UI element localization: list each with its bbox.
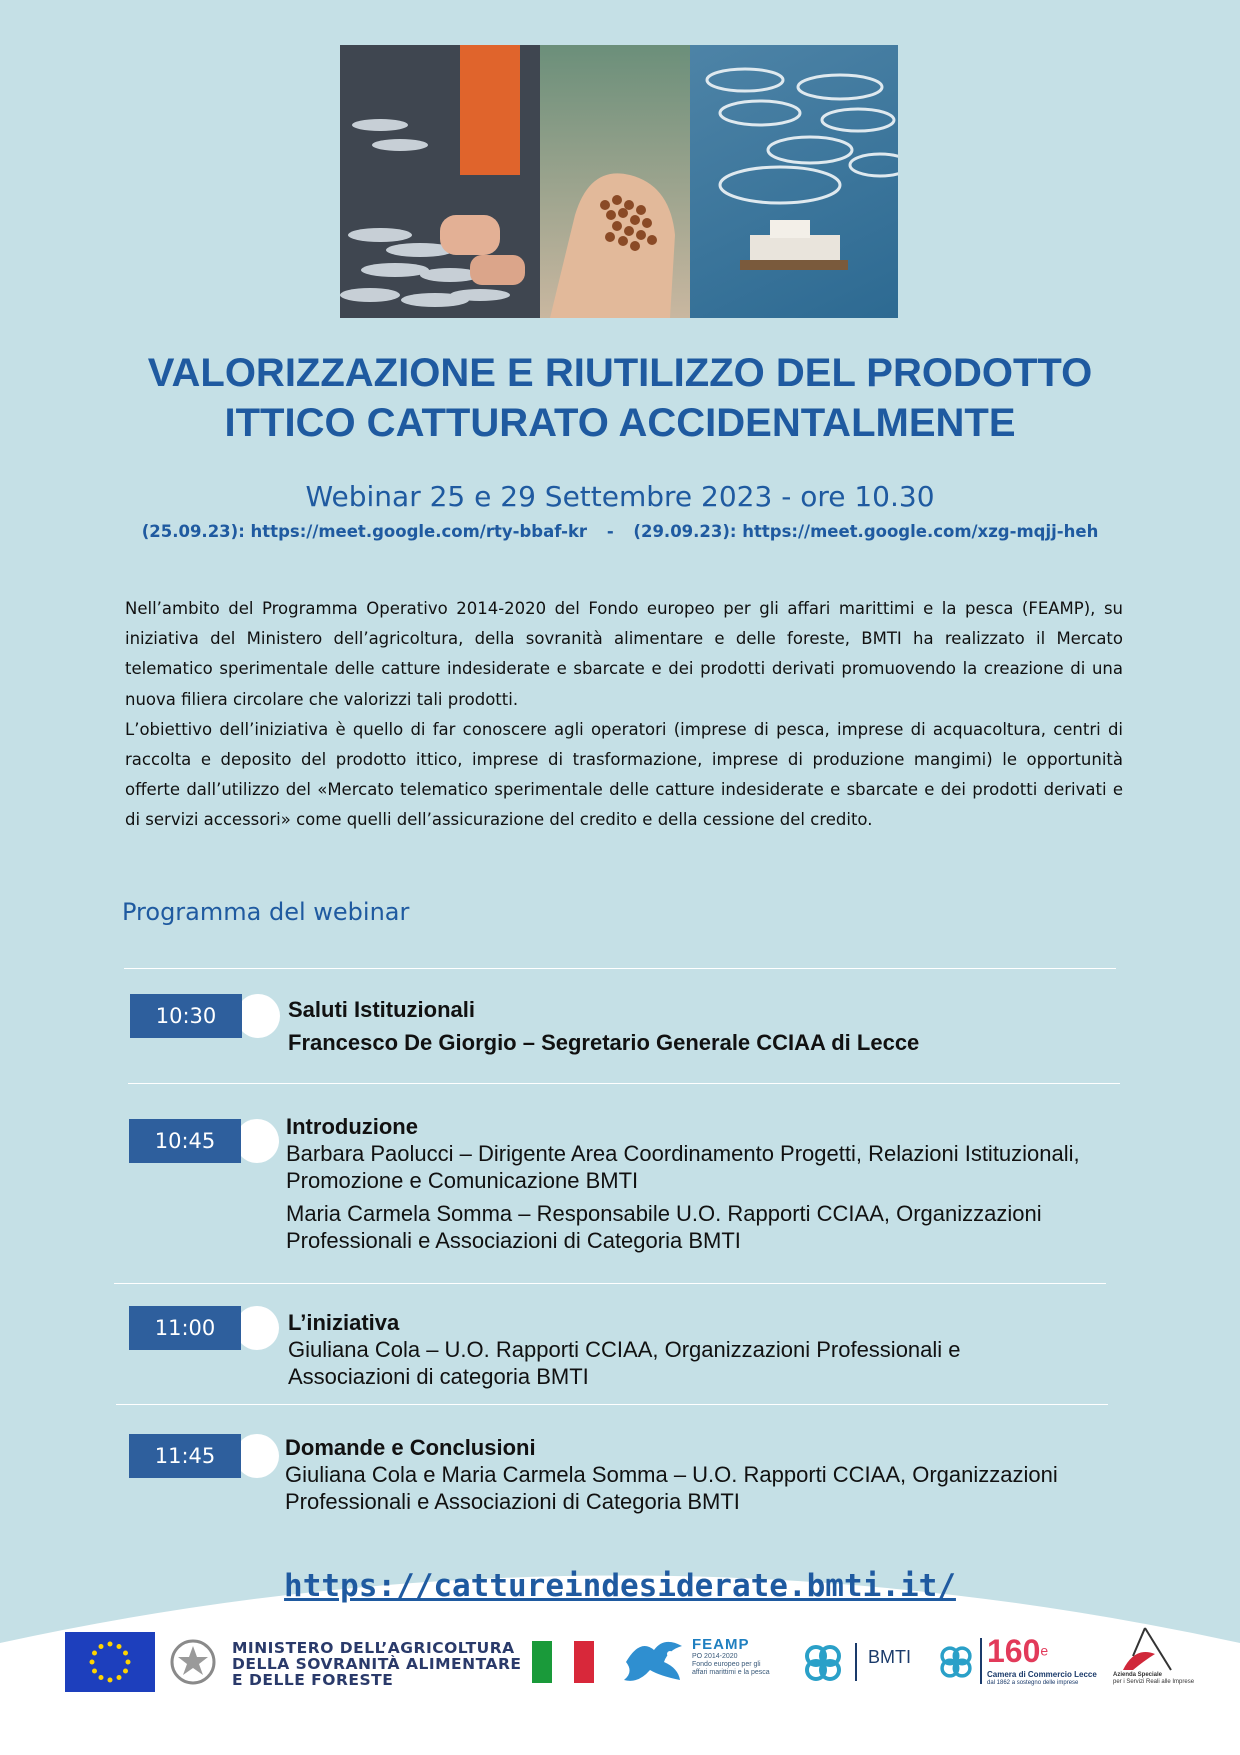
agenda-speaker: Promozione e Comunicazione BMTI — [286, 1168, 639, 1193]
agenda-title: Saluti Istituzionali — [288, 997, 476, 1022]
agenda-speaker: Professionali e Associazioni di Categoria BMTI — [285, 1489, 740, 1514]
ministry-logo-text — [232, 1640, 521, 1688]
agenda-title: L’iniziativa — [288, 1310, 400, 1335]
cc-name: Camera di Commercio Lecce — [987, 1670, 1097, 1679]
italian-emblem-icon — [170, 1636, 216, 1688]
divider — [114, 1283, 1106, 1284]
time-label: 11:45 — [129, 1434, 241, 1478]
time-label: 10:30 — [130, 994, 242, 1038]
agenda-title: Domande e Conclusioni — [285, 1435, 536, 1460]
agenda-item-3 — [288, 1309, 961, 1390]
time-badge — [129, 1306, 279, 1350]
cc-sup: e — [1040, 1642, 1049, 1659]
bmti-divider — [855, 1643, 857, 1681]
chamber-divider — [980, 1638, 982, 1684]
agenda-speaker: Maria Carmela Somma – Responsabile U.O. Rapporti CCIAA, Organizzazioni — [286, 1201, 1042, 1226]
chamber-knot-icon — [936, 1642, 976, 1682]
feamp-logo-text — [692, 1636, 770, 1677]
feamp-sub-3: affari marittimi e la pesca — [692, 1669, 770, 1676]
program-heading: Programma del webinar — [122, 898, 410, 926]
as-line-2: per i Servizi Reali alle Imprese — [1113, 1679, 1195, 1685]
agenda-title: Introduzione — [286, 1114, 418, 1139]
website-link[interactable]: https://cattureindesiderate.bmti.it/ — [284, 1568, 956, 1604]
feamp-logo-icon — [620, 1632, 688, 1688]
webinar-date-line: Webinar 25 e 29 Settembre 2023 - ore 10.30 — [305, 480, 935, 513]
time-label: 10:45 — [129, 1119, 241, 1163]
feamp-name: FEAMP — [692, 1636, 750, 1653]
intro-text — [125, 594, 1123, 836]
cc-number: 160 — [987, 1633, 1041, 1669]
time-label: 11:00 — [129, 1306, 241, 1350]
hero-photo-collage — [340, 45, 898, 318]
ministry-line-2: DELLA SOVRANITÀ ALIMENTARE — [232, 1655, 522, 1673]
as-line-1: Azienda Speciale — [1113, 1672, 1163, 1678]
agenda-speaker: Francesco De Giorgio – Segretario Generale CCIAA di Lecce — [288, 1030, 920, 1055]
time-badge — [130, 994, 280, 1038]
agenda-item-1 — [288, 996, 919, 1056]
time-badge-knob — [235, 1306, 279, 1350]
feamp-sub-2: Fondo europeo per gli — [692, 1661, 761, 1668]
meet-link-2[interactable]: https://meet.google.com/xzg-mqjj-heh — [742, 522, 1099, 541]
divider — [124, 968, 1116, 969]
meeting-links — [60, 522, 1180, 541]
time-badge — [129, 1119, 279, 1163]
chamber-of-commerce-logo — [987, 1633, 1097, 1688]
italian-flag-icon — [532, 1641, 594, 1683]
feamp-sub-1: PO 2014-2020 — [692, 1653, 738, 1660]
time-badge-knob — [236, 994, 280, 1038]
page-title — [60, 348, 1180, 448]
agenda-speaker: Professionali e Associazioni di Categoria BMTI — [286, 1228, 741, 1253]
title-line-2: ITTICO CATTURATO ACCIDENTALMENTE — [224, 401, 1016, 445]
agenda-speaker: Giuliana Cola – U.O. Rapporti CCIAA, Organizzazioni Professionali e — [288, 1337, 961, 1362]
website-link-container — [0, 1568, 1240, 1604]
link-separator: - — [606, 522, 614, 541]
link1-date: (25.09.23): — [141, 522, 245, 541]
divider — [116, 1404, 1108, 1405]
agenda-item-2 — [286, 1113, 1080, 1254]
intro-paragraph-2: L’obiettivo dell’iniziativa è quello di far conoscere agli operatori (imprese di pesca, imprese di acquacoltura, centri di raccolta e deposito del prodotto ittico, imprese di trasformazione, imprese di produzione mangimi) le opportunità offerte dall’utilizzo del «Mercato telematico sperimentale delle catture indesiderate e sbarcate e dei prodotti derivati e di servizi accessori» come quelli dell’assicurazione del credito e della cessione del credito. — [125, 719, 1123, 830]
meet-link-1[interactable]: https://meet.google.com/rty-bbaf-kr — [250, 522, 588, 541]
hero-image — [340, 45, 898, 318]
agenda-speaker: Giuliana Cola e Maria Carmela Somma – U.O. Rapporti CCIAA, Organizzazioni — [285, 1462, 1058, 1487]
bmti-knot-icon — [800, 1640, 846, 1686]
agenda-speaker: Barbara Paolucci – Dirigente Area Coordinamento Progetti, Relazioni Istituzionali, — [286, 1141, 1080, 1166]
intro-paragraph-1: Nell’ambito del Programma Operativo 2014-2020 del Fondo europeo per gli affari marittimi e la pesca (FEAMP), su iniziativa del Ministero dell’agricoltura, della sovranità alimentare e delle foreste, BMTI ha realizzato il Mercato telematico sperimentale delle catture indesiderate e sbarcate e dei prodotti derivati promuovendo la creazione di una nuova filiera circolare che valorizzi tali prodotti. — [125, 599, 1123, 709]
ministry-line-1: MINISTERO DELL’AGRICOLTURA — [232, 1639, 515, 1657]
cc-tagline: dal 1862 a sostegno delle imprese — [987, 1680, 1079, 1686]
eu-flag-icon — [65, 1632, 155, 1692]
time-badge-knob — [235, 1434, 279, 1478]
azienda-speciale-text — [1113, 1672, 1194, 1686]
agenda-speaker: Associazioni di categoria BMTI — [288, 1364, 589, 1389]
title-line-1: VALORIZZAZIONE E RIUTILIZZO DEL PRODOTTO — [147, 351, 1093, 395]
ministry-line-3: E DELLE FORESTE — [232, 1671, 394, 1689]
bmti-logo-text: BMTI — [868, 1647, 911, 1667]
time-badge — [129, 1434, 279, 1478]
time-badge-knob — [235, 1119, 279, 1163]
link2-date: (29.09.23): — [633, 522, 737, 541]
divider — [128, 1083, 1120, 1084]
agenda-item-4 — [285, 1434, 1058, 1515]
azienda-speciale-logo-icon — [1115, 1626, 1175, 1672]
